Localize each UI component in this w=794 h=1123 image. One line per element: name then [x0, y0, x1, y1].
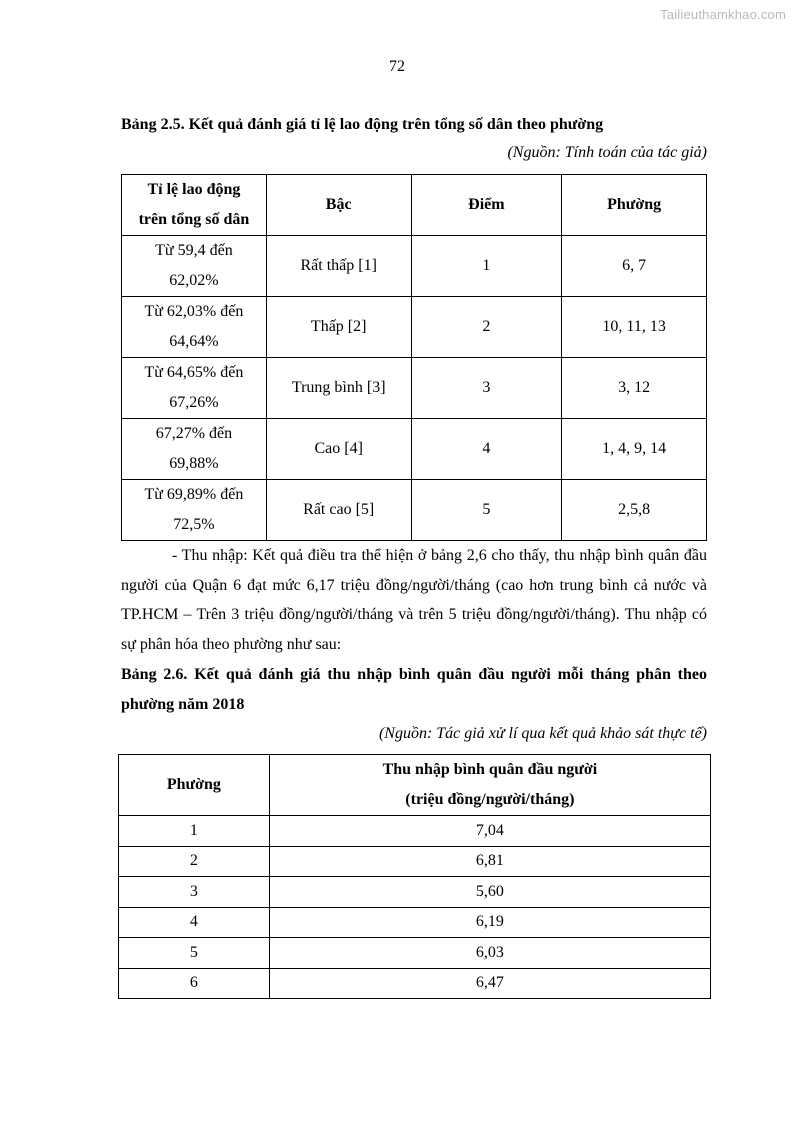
table-row — [122, 236, 707, 297]
table2-source: (Nguồn: Tác giả xử lí qua kết quả khảo sát thực tế) — [378, 725, 707, 742]
table1 — [121, 174, 707, 541]
table1-header-cell: Điểm — [411, 175, 562, 236]
table1-cell: 2 — [411, 297, 562, 358]
table1-cell: Rất thấp [1] — [266, 236, 411, 297]
table1-cell: Trung bình [3] — [266, 358, 411, 419]
table1-cell: 1 — [411, 236, 562, 297]
table1-cell: 67,27% đến 69,88% — [122, 419, 267, 480]
table1-header-row — [122, 175, 707, 236]
table-row — [119, 816, 711, 847]
table1-cell: Từ 69,89% đến 72,5% — [122, 480, 267, 541]
table1-cell: 10, 11, 13 — [562, 297, 707, 358]
table2-cell: 3 — [119, 877, 270, 908]
table1-cell: 3, 12 — [562, 358, 707, 419]
table1-cell: Từ 59,4 đến 62,02% — [122, 236, 267, 297]
table2-header-line: (triệu đồng/người/tháng) — [405, 791, 575, 808]
table2-cell: 6,81 — [269, 846, 710, 877]
table1-cell: 4 — [411, 419, 562, 480]
table2-cell: 5,60 — [269, 877, 710, 908]
table2-header-row — [119, 755, 711, 816]
table1-cell: 6, 7 — [562, 236, 707, 297]
table1-header-cell: Phường — [562, 175, 707, 236]
watermark: Tailieuthamkhao.com — [660, 7, 786, 22]
table2-cell: 7,04 — [269, 816, 710, 847]
table1-header-cell: Bậc — [266, 175, 411, 236]
table-row — [119, 968, 711, 999]
table2-cell: 6,03 — [269, 938, 710, 969]
table-row — [122, 480, 707, 541]
income-paragraph-text: - Thu nhập: Kết quả điều tra thể hiện ở bảng 2,6 cho thấy, thu nhập bình quân đầu người của Quận 6 đạt mức 6,17 triệu đồng/người/tháng (cao hơn trung bình cả nước và TP.HCM – Trên 3 triệu đồng/người/tháng và trên 5 triệu đồng/người/tháng). Thu nhập có sự phân hóa theo phường như sau: — [121, 547, 707, 653]
income-paragraph — [121, 541, 707, 659]
table1-source: (Nguồn: Tính toán của tác giả) — [507, 144, 707, 161]
table1-cell: 3 — [411, 358, 562, 419]
table1-cell: Từ 62,03% đến 64,64% — [122, 297, 267, 358]
table-row — [119, 938, 711, 969]
table1-cell: 2,5,8 — [562, 480, 707, 541]
table2-cell: 4 — [119, 907, 270, 938]
table1-cell: Rất cao [5] — [266, 480, 411, 541]
table1-caption: Bảng 2.5. Kết quả đánh giá tỉ lệ lao động trên tổng số dân theo phường — [121, 116, 604, 133]
table1-header-cell: Tỉ lệ lao động trên tổng số dân — [122, 175, 267, 236]
table1-cell: Thấp [2] — [266, 297, 411, 358]
table2-header-cell: Phường — [119, 755, 270, 816]
table-row — [122, 419, 707, 480]
table2 — [118, 754, 711, 999]
page-number: 72 — [389, 58, 405, 75]
table-row — [119, 877, 711, 908]
table2-cell: 2 — [119, 846, 270, 877]
table-row — [122, 358, 707, 419]
table1-cell: 5 — [411, 480, 562, 541]
table2-header-line: Thu nhập bình quân đầu người — [382, 761, 598, 778]
table2-caption-text: Bảng 2.6. Kết quả đánh giá thu nhập bình quân đầu người mỗi tháng phân theo phường năm 2018 — [121, 666, 707, 713]
table1-cell: Cao [4] — [266, 419, 411, 480]
table-row — [119, 846, 711, 877]
table2-cell: 6,19 — [269, 907, 710, 938]
table1-cell: Từ 64,65% đến 67,26% — [122, 358, 267, 419]
table2-cell: 6,47 — [269, 968, 710, 999]
table1-cell: 1, 4, 9, 14 — [562, 419, 707, 480]
table2-cell: 1 — [119, 816, 270, 847]
table2-cell: 5 — [119, 938, 270, 969]
table2-cell: 6 — [119, 968, 270, 999]
table-row — [122, 297, 707, 358]
table-row — [119, 907, 711, 938]
table2-header-cell — [269, 755, 710, 816]
